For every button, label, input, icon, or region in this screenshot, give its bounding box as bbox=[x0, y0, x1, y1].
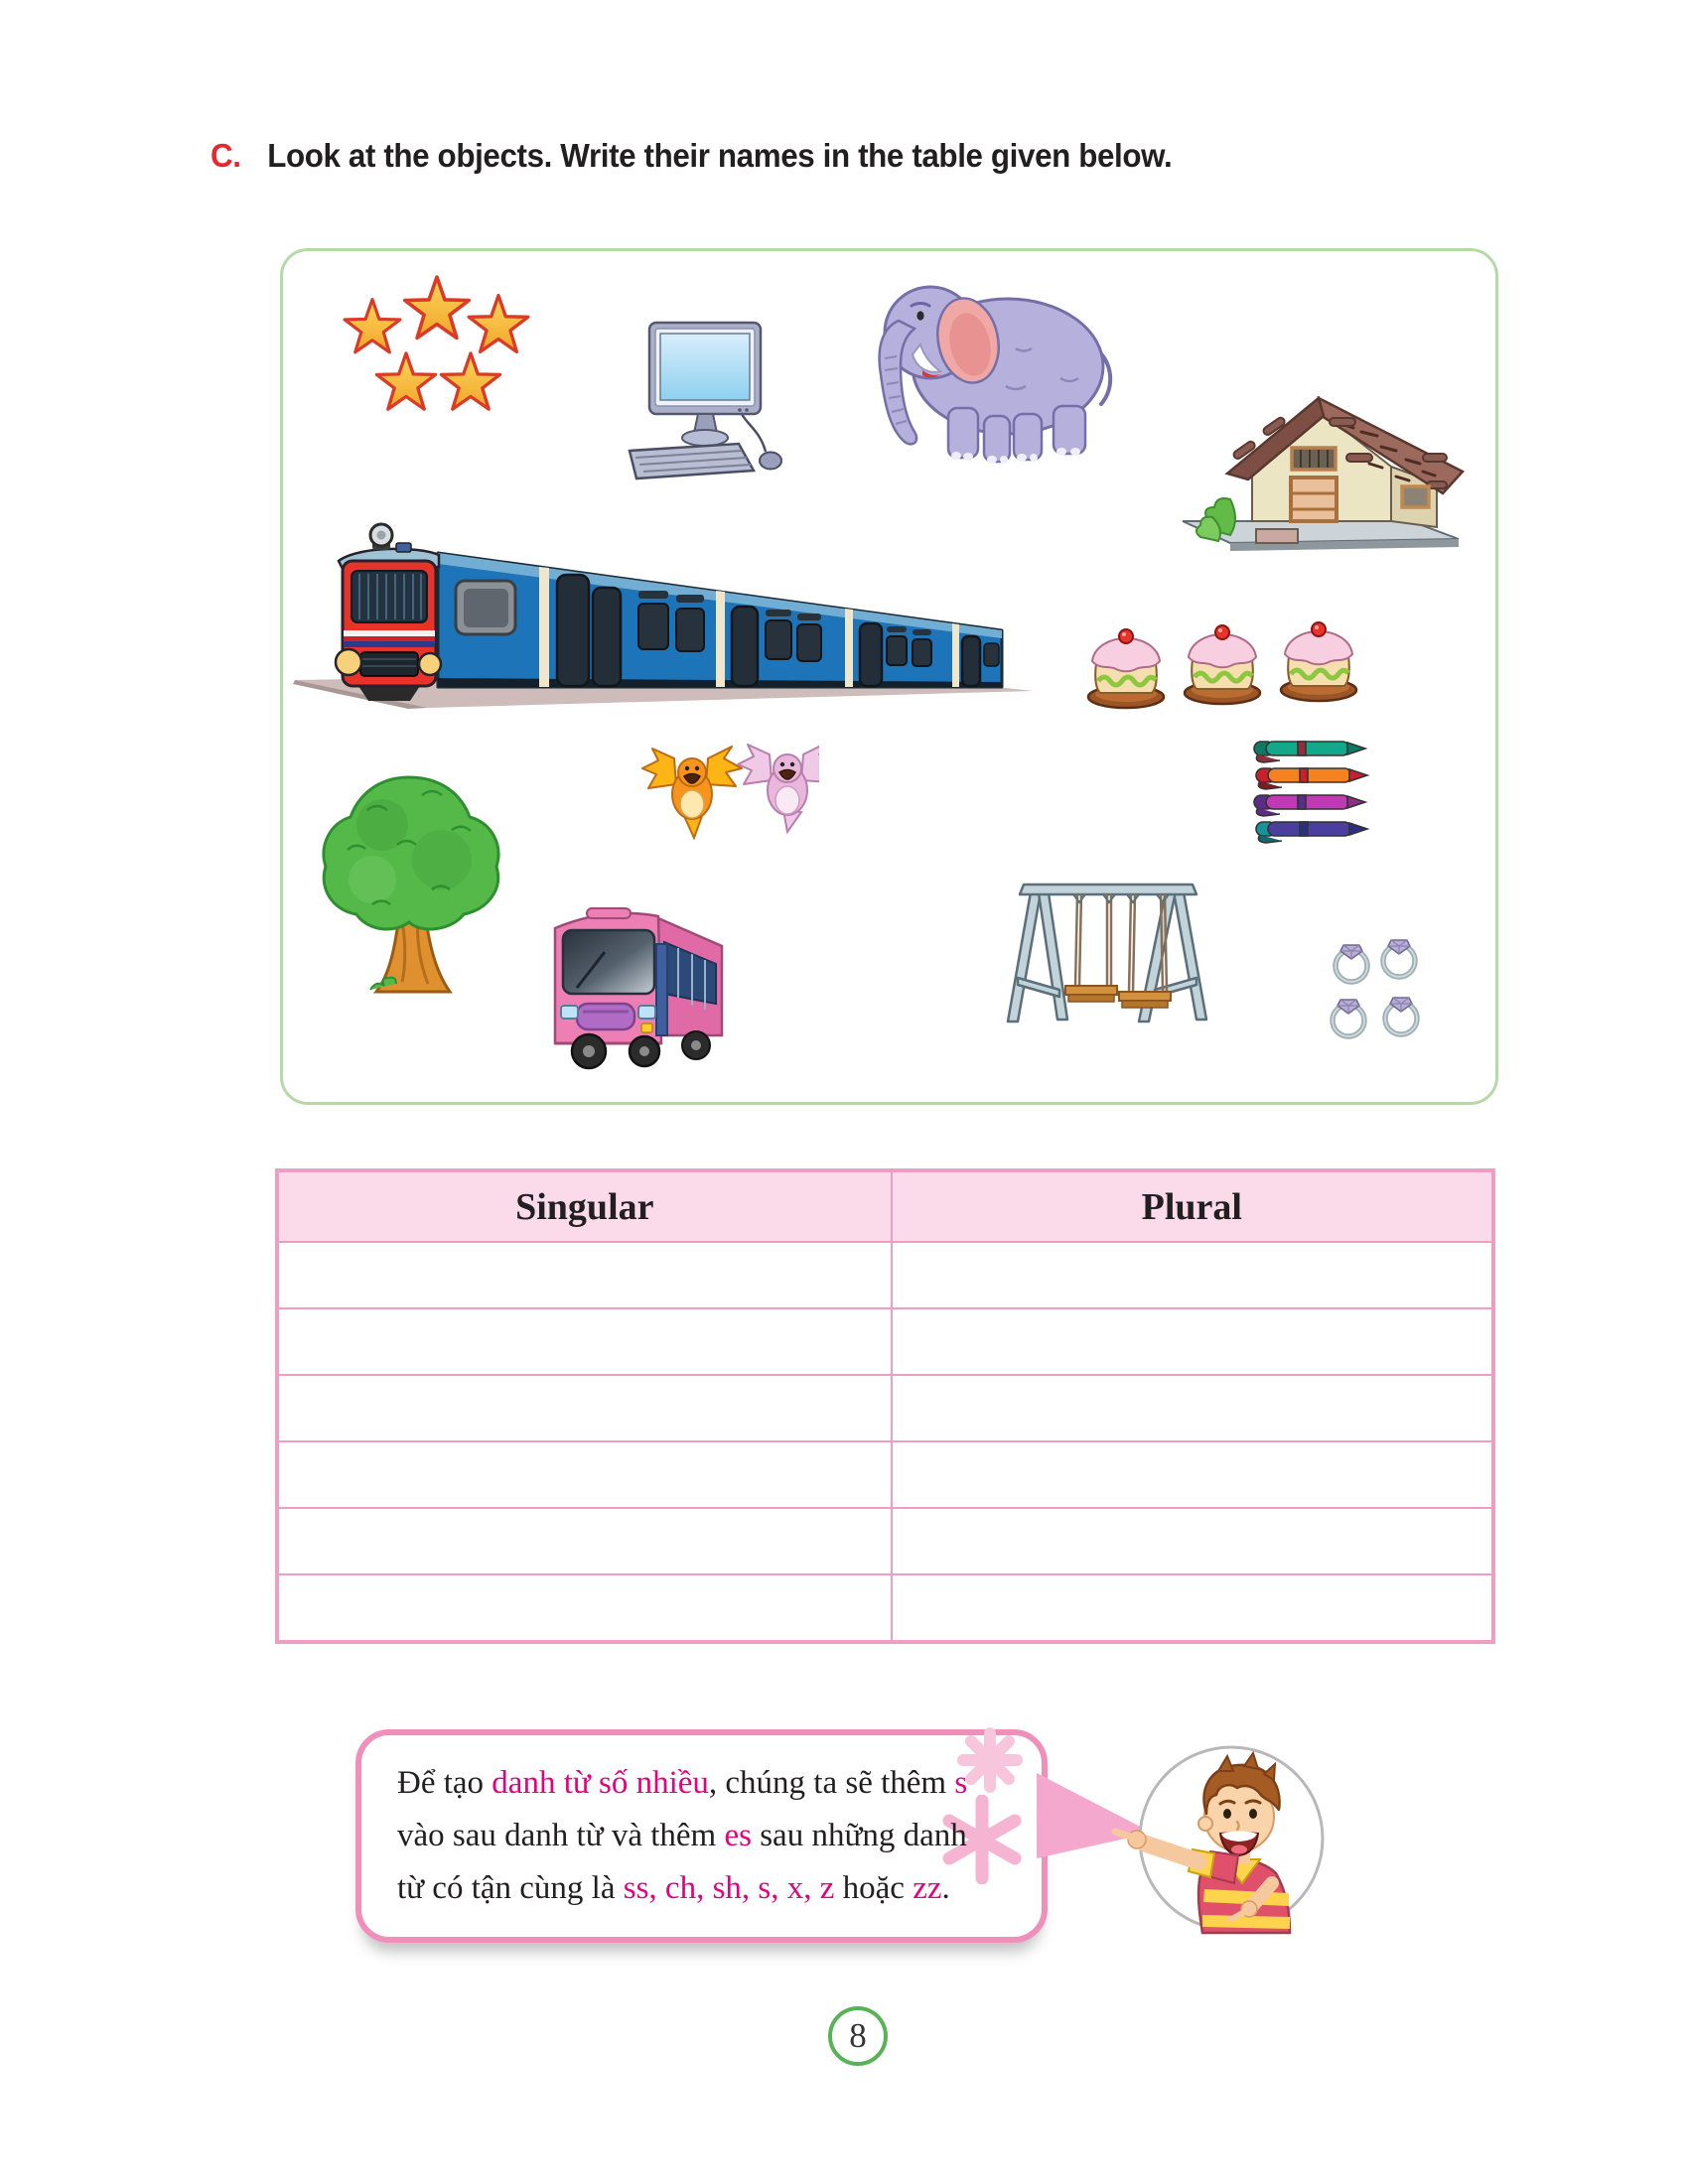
table-cell bbox=[892, 1375, 1492, 1441]
table-header-plural: Plural bbox=[892, 1171, 1492, 1242]
elephant-icon bbox=[857, 259, 1120, 473]
tip-line bbox=[397, 1810, 1018, 1862]
exercise-letter: C. bbox=[211, 137, 241, 174]
table-body bbox=[278, 1242, 1492, 1641]
table-cell bbox=[278, 1242, 892, 1308]
tip-text bbox=[397, 1757, 1018, 1915]
objects-panel bbox=[280, 248, 1498, 1105]
table-row bbox=[278, 1242, 1492, 1308]
table-cell bbox=[278, 1375, 892, 1441]
table-cell bbox=[278, 1508, 892, 1574]
train-icon bbox=[289, 491, 1044, 710]
table-cell bbox=[278, 1441, 892, 1508]
table-cell bbox=[892, 1574, 1492, 1641]
tip-text-segment: hoặc bbox=[834, 1870, 914, 1906]
tip-bubble bbox=[355, 1729, 1048, 1943]
page-number-badge: 8 bbox=[828, 2006, 888, 2066]
tip-text-segment: ss, ch, sh, s, x, z bbox=[623, 1870, 835, 1906]
tip-text-segment: s bbox=[954, 1765, 968, 1801]
house-icon bbox=[1173, 372, 1466, 556]
table-cell bbox=[892, 1508, 1492, 1574]
birds-icon bbox=[640, 743, 819, 842]
table-cell bbox=[278, 1574, 892, 1641]
table-row bbox=[278, 1308, 1492, 1375]
table-row bbox=[278, 1508, 1492, 1574]
table-cell bbox=[892, 1242, 1492, 1308]
tip-text-segment: zz bbox=[913, 1870, 942, 1906]
table-row bbox=[278, 1574, 1492, 1641]
computer-icon bbox=[622, 321, 790, 486]
table-row bbox=[278, 1375, 1492, 1441]
swing-icon bbox=[998, 869, 1216, 1032]
table-cell bbox=[892, 1441, 1492, 1508]
table-header-row bbox=[278, 1171, 1492, 1242]
tip-line bbox=[397, 1862, 1018, 1915]
table-cell bbox=[278, 1308, 892, 1375]
tip-text-segment: sau những danh bbox=[751, 1818, 967, 1853]
tip-text-segment: Để tạo bbox=[397, 1765, 492, 1801]
tip-text-segment: vào sau danh từ và thêm bbox=[397, 1818, 725, 1853]
tip-line bbox=[397, 1757, 1018, 1810]
tree-icon bbox=[313, 765, 506, 1009]
tip-text-segment: , chúng ta sẽ thêm bbox=[708, 1765, 955, 1801]
cakes-icon bbox=[1083, 620, 1381, 710]
tip-text-segment: danh từ số nhiều bbox=[492, 1765, 709, 1801]
mascot-boy bbox=[1107, 1744, 1340, 1943]
bus-icon bbox=[547, 885, 731, 1078]
table-cell bbox=[892, 1308, 1492, 1375]
table-row bbox=[278, 1441, 1492, 1508]
tip-text-segment: . bbox=[941, 1870, 950, 1906]
singular-plural-table bbox=[275, 1168, 1495, 1644]
exercise-heading bbox=[211, 137, 1172, 175]
rings-icon bbox=[1322, 928, 1431, 1045]
tip-text-segment: es bbox=[724, 1818, 752, 1853]
exercise-instruction: Look at the objects. Write their names in the table given below. bbox=[267, 137, 1173, 174]
table-header-singular: Singular bbox=[278, 1171, 892, 1242]
stars-icon bbox=[332, 269, 542, 426]
pens-icon bbox=[1246, 740, 1370, 854]
tip-text-segment: từ có tận cùng là bbox=[397, 1870, 624, 1906]
